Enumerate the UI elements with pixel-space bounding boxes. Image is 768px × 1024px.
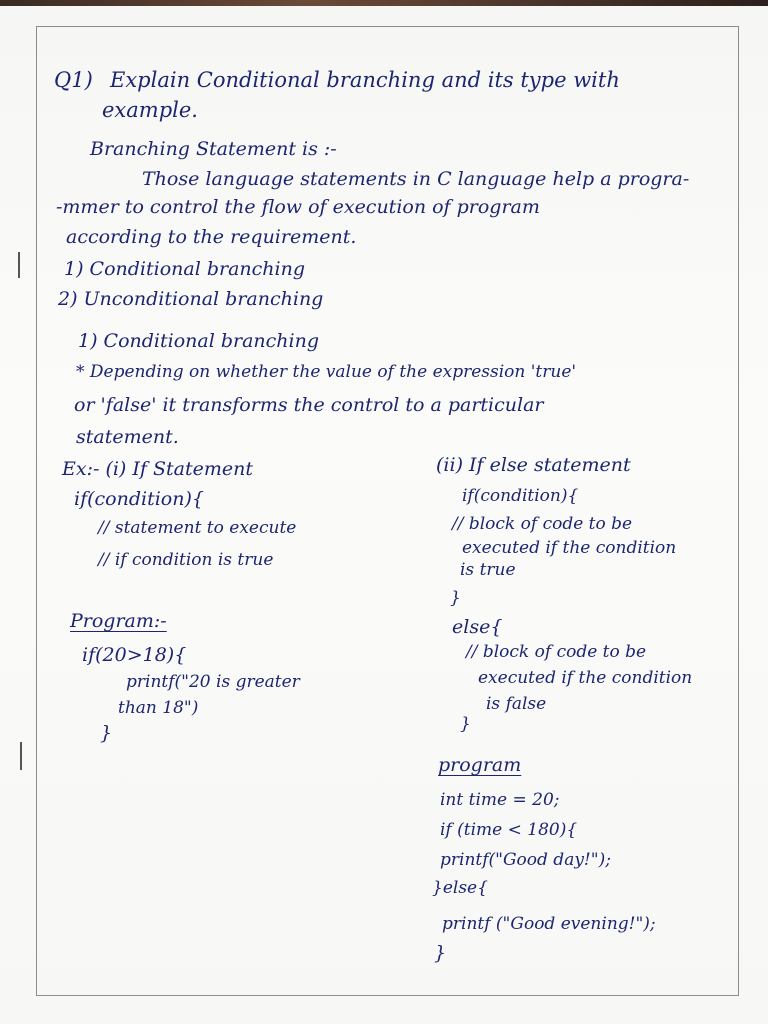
if-else-program-code-line: }else{ <box>432 878 488 898</box>
if-else-program-code-line: if (time < 180){ <box>440 820 578 840</box>
if-program-code-line: than 18") <box>118 698 199 718</box>
if-else-program-title: program <box>438 754 522 776</box>
if-statement-code-line: // if condition is true <box>98 550 274 570</box>
definition-line-1: Those language statements in C language help a progra- <box>142 168 690 190</box>
conditional-line-1: * Depending on whether the value of the expression 'true' <box>76 362 577 382</box>
question-line-1: Explain Conditional branching and its type with <box>110 68 620 92</box>
definition-line-2: -mmer to control the flow of execution of program <box>56 196 540 218</box>
if-else-code-line: if(condition){ <box>462 486 579 506</box>
question-number: Q1) <box>54 68 93 92</box>
type-item: 1) Conditional branching <box>64 258 305 280</box>
margin-mark <box>18 252 20 278</box>
if-else-statement-label: (ii) If else statement <box>436 454 631 476</box>
if-statement-code-line: if(condition){ <box>74 488 204 510</box>
if-else-program-code-line: } <box>434 942 447 964</box>
if-else-code-line: } <box>460 714 471 734</box>
type-item: 2) Unconditional branching <box>58 288 324 310</box>
if-else-code-line: executed if the condition <box>478 668 693 688</box>
if-else-program-code-line: int time = 20; <box>440 790 560 810</box>
if-program-code-line: printf("20 is greater <box>126 672 300 692</box>
if-program-title: Program:- <box>70 610 167 632</box>
conditional-heading: 1) Conditional branching <box>78 330 319 352</box>
if-else-program-code-line: printf ("Good evening!"); <box>442 914 656 934</box>
margin-mark <box>20 742 22 770</box>
definition-heading: Branching Statement is :- <box>90 138 337 160</box>
if-else-code-line: // block of code to be <box>466 642 647 662</box>
if-else-code-line: } <box>450 588 461 608</box>
if-else-code-line: executed if the condition <box>462 538 677 558</box>
if-else-code-line: is false <box>486 694 547 714</box>
if-program-code-line: if(20>18){ <box>82 644 187 666</box>
if-program-code-line: } <box>100 722 113 744</box>
if-else-code-line: else{ <box>452 616 503 638</box>
definition-line-3: according to the requirement. <box>66 226 357 248</box>
if-else-program-code-line: printf("Good day!"); <box>440 850 611 870</box>
question-line-2: example. <box>102 98 198 122</box>
page-top-edge <box>0 0 768 6</box>
if-statement-code-line: // statement to execute <box>98 518 297 538</box>
conditional-line-3: statement. <box>76 426 179 448</box>
if-else-code-line: // block of code to be <box>452 514 633 534</box>
if-else-code-line: is true <box>460 560 516 580</box>
if-statement-label: Ex:- (i) If Statement <box>62 458 253 480</box>
conditional-line-2: or 'false' it transforms the control to a particular <box>74 394 544 416</box>
